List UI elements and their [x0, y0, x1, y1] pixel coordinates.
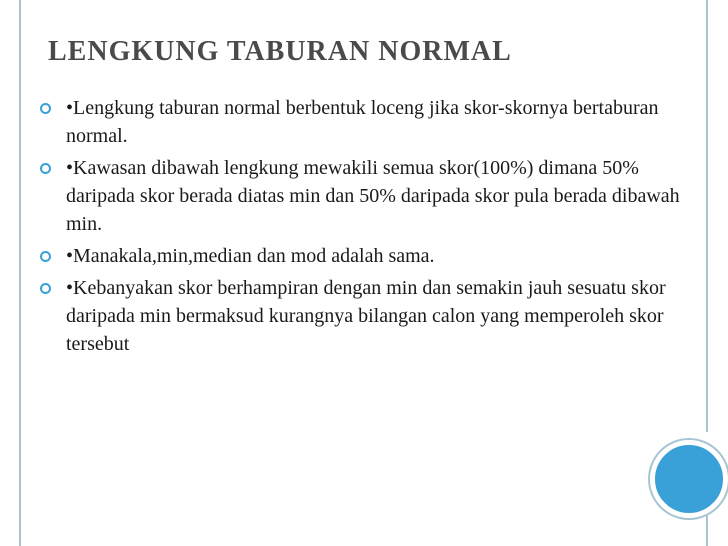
list-item — [40, 274, 680, 358]
bullet-text: •Manakala,min,median dan mod adalah sama. — [66, 245, 435, 267]
bullet-circle-icon — [40, 103, 51, 114]
bullet-text: •Lengkung taburan normal berbentuk loceng jika skor-skornya bertaburan normal. — [66, 97, 659, 147]
bullet-circle-icon — [40, 251, 51, 262]
list-item — [40, 94, 680, 150]
frame-right-line-lower — [706, 514, 708, 546]
bullet-list — [40, 94, 680, 362]
bullet-circle-icon — [40, 163, 51, 174]
bullet-text: •Kebanyakan skor berhampiran dengan min dan semakin jauh sesuatu skor daripada min bermaksud kurangnya bilangan calon yang memperoleh skor tersebut — [66, 277, 666, 355]
list-item — [40, 242, 680, 270]
slide-title: LENGKUNG TABURAN NORMAL — [48, 36, 512, 67]
frame-right-line — [706, 0, 708, 432]
list-item — [40, 154, 680, 238]
bullet-text: •Kawasan dibawah lengkung mewakili semua skor(100%) dimana 50% daripada skor berada diatas min dan 50% daripada skor pula berada dibawah min. — [66, 157, 680, 235]
frame-left-line — [19, 0, 21, 546]
decorative-circle-icon — [650, 440, 728, 518]
bullet-circle-icon — [40, 283, 51, 294]
